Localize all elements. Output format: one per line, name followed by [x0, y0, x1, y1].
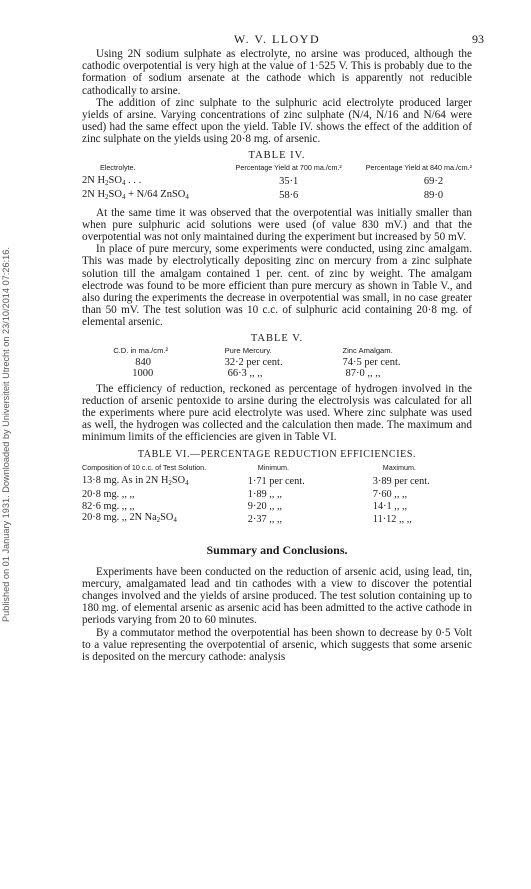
table-vi-cell-minimum: 2·37 ,, ,,	[247, 513, 283, 525]
table-iv-cell-yield-840: 89·0	[423, 190, 444, 202]
table-vi-cell-maximum: 14·1 ,, ,,	[372, 500, 408, 512]
table-vi-caption: TABLE VI.—PERCENTAGE REDUCTION EFFICIENCIES.	[137, 448, 417, 460]
table-vi-cell-maximum: 11·12 ,, ,,	[372, 513, 412, 525]
table-row	[82, 501, 472, 513]
page-number: 93	[472, 32, 484, 46]
download-watermark: Published on 01 January 1931. Downloaded by Universiteit Utrecht on 23/10/2014 07:26:16.	[1, 247, 11, 623]
table-iv	[82, 163, 472, 203]
table-v-cell-pure-mercury: 32·2 per cent.	[224, 356, 283, 368]
table-vi-cell-composition: 20·8 mg. ,, ,,	[82, 489, 135, 501]
table-iv-cell-yield-700: 35·1	[279, 176, 299, 188]
paragraph-4: In place of pure mercury, some experiments were conducted, using zinc amalgam. This was made by electrolytically depositing zinc on mercury from a zinc sulphate solution till the amalgam contained 1 per. cent. of zinc by weight. The amalgam electrode was found to be more efficient than pure mercury as shown in Table V., and also during the experiments the decrease in overpotential was small, in no case greater than 50 mV. The test solution was 10 c.c. of sulphuric acid containing 20·8 mg. of elemental arsenic.	[82, 243, 472, 329]
table-v-caption: TABLE V.	[250, 332, 304, 344]
table-v-cell-zinc-amalgam: 87·0 ,, ,,	[345, 367, 381, 379]
table-row	[113, 357, 441, 368]
table-vi-header-minimum: Minimum.	[257, 462, 289, 472]
table-v-header-cd: C.D. in ma./cm.²	[113, 345, 169, 355]
table-iv-header-electrolyte: Electrolyte.	[100, 162, 136, 172]
table-vi-cell-composition: 82·6 mg. ,, ,,	[82, 500, 135, 512]
table-vi	[82, 463, 472, 527]
table-iv-header-yield-700: Percentage Yield at 700 ma./cm.²	[235, 162, 342, 172]
table-vi-cell-maximum: 7·60 ,, ,,	[372, 489, 408, 501]
table-iv-header-yield-840: Percentage Yield at 840 ma./cm.²	[365, 162, 472, 172]
table-row	[82, 175, 472, 189]
page-header	[82, 18, 484, 48]
table-row	[82, 512, 472, 527]
table-row	[82, 475, 472, 490]
paragraph-5: The efficiency of reduction, reckoned as percentage of hydrogen involved in the reduction of arsenic pentoxide to arsine during the electrolysis was calculated for all the experiments where pure acid electrolyte was used. Where zinc sulphate was used as well, the hydrogen was collected and the calculation then made. The maximum and minimum limits of the efficiencies are given in Table VI.	[82, 382, 472, 444]
table-v-cell-cd: 840	[135, 356, 151, 368]
table-vi-header-composition: Composition of 10 c.c. of Test Solution.	[82, 462, 207, 472]
table-row	[82, 489, 472, 501]
table-vi-cell-composition: 13·8 mg. As in 2N $H_2SO_4$	[82, 474, 189, 487]
table-iv-cell-yield-840: 69·2	[423, 176, 444, 188]
summary-heading: Summary and Conclusions.	[206, 542, 348, 557]
table-iv-cell-yield-700: 58·6	[279, 190, 299, 202]
table-iv-cell-electrolyte: 2N $H_2SO_4 + N/64$ ZnSO$_4$	[82, 188, 189, 201]
paragraph-2: The addition of zinc sulphate to the sulphuric acid electrolyte produced larger yields of arsine. Varying concentrations of zinc sulphate (N/4, N/16 and N/64 were used) had the same effect upon the yield. Table IV. shows the effect of the addition of zinc sulphate on the yields using 20·8 mg. of arsenic.	[82, 96, 472, 146]
table-vi-cell-composition: 20·8 mg. ,, 2N $Na_2SO_4$	[82, 512, 177, 525]
table-vi-cell-minimum: 1·71 per cent.	[247, 476, 305, 488]
paper-page	[82, 18, 484, 664]
table-v-cell-cd: 1000	[132, 367, 154, 379]
paragraph-7: By a commutator method the overpotential has been shown to decrease by 0·5 Volt to a value representing the overpotential of arsenic, which suggests that some arsenic is deposited on the mercury cathode: analysis	[82, 626, 472, 664]
table-vi-header-maximum: Maximum.	[382, 462, 416, 472]
table-v-cell-pure-mercury: 66·3 ,, ,,	[227, 367, 263, 379]
table-iv-caption: TABLE IV.	[248, 149, 306, 161]
table-row	[82, 189, 472, 203]
table-iv-cell-electrolyte: 2N $H_2SO_4$ . . .	[82, 174, 142, 187]
paragraph-3: At the same time it was observed that the overpotential was initially smaller than when pure sulphuric acid solutions were used (of value 830 mV.) and that the overpotential was not only maintained during the experiment but increased by 50 mV.	[82, 206, 472, 244]
paragraph-1: Using 2N sodium sulphate as electrolyte, no arsine was produced, although the cathodic overpotential is very high at the value of 1·525 V. This is probably due to the formation of sodium arsenate at the cathode which is apparently not reducible cathodically to arsine.	[82, 48, 472, 97]
table-v-header-pure-mercury: Pure Mercury.	[224, 345, 272, 355]
table-vi-cell-maximum: 3·89 per cent.	[372, 476, 430, 488]
running-title: W. V. LLOYD	[233, 32, 321, 46]
paragraph-6: Experiments have been conducted on the reduction of arsenic acid, using lead, tin, mercury, amalgamated lead and tin cathodes with a view to discover the potential changes involved and the yields of arsine produced. The test solution containing up to 180 mg. of elemental arsenic as arsenic acid has been admitted to the active cathode in periods varying from 20 to 60 minutes.	[82, 565, 472, 627]
table-row	[113, 368, 441, 379]
table-v-header-zinc-amalgam: Zinc Amalgam.	[342, 345, 393, 355]
table-vi-cell-minimum: 9·20 ,, ,,	[247, 500, 283, 512]
table-v-cell-zinc-amalgam: 74·5 per cent.	[342, 356, 401, 368]
table-vi-cell-minimum: 1·89 ,, ,,	[247, 489, 283, 501]
table-v	[113, 346, 441, 379]
